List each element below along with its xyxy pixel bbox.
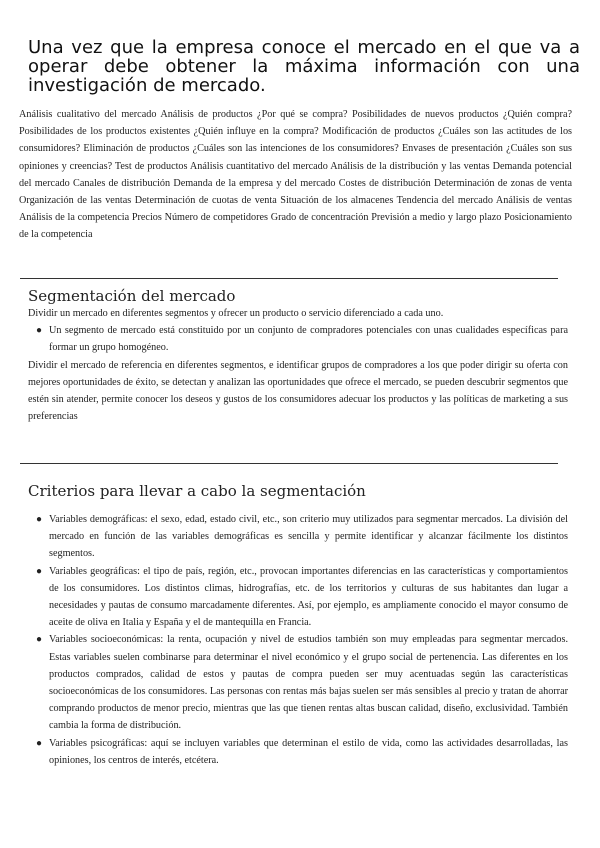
segmentation-section: [28, 305, 568, 425]
segmentation-heading: Segmentación del mercado: [28, 287, 236, 305]
bullet-icon: ●: [36, 737, 43, 749]
criteria-heading: Criterios para llevar a cabo la segmentación: [28, 482, 366, 500]
segmentation-body: Dividir el mercado de referencia en diferentes segmentos, e identificar grupos de compradores a los que poder dirigir su oferta con mejores oportunidades de éxito, se detectan y analizan las oportunidades que ofrece el mercado, se pueden descubrir segmentos que estén sin atender, permite conocer los deseos y gustos de los consumidores adecuar los productos y las políticas de marketing a sus preferencias: [28, 359, 568, 423]
list-item: [28, 322, 568, 356]
segmentation-bullet-text: Un segmento de mercado está constituido por un conjunto de compradores potenciales con unas cualidades específicas para formar un grupo homogéneo.: [49, 325, 568, 354]
bullet-icon: ●: [36, 514, 43, 525]
section-divider-2: [20, 463, 558, 464]
segmentation-intro: Dividir un mercado en diferentes segmentos y ofrecer un producto o servicio diferenciado a cada uno.: [28, 308, 444, 319]
list-item: [28, 511, 568, 563]
bullet-icon: ●: [36, 634, 43, 646]
bullet-icon: ●: [36, 565, 43, 577]
list-item: [28, 735, 568, 769]
list-item: [28, 563, 568, 632]
criteria-item-geograficas: Variables geográficas: el tipo de país, región, etc., provocan importantes diferencias en las características y comportamientos de los consumidores. Los distintos climas, hidrografías, etc. de los territorios y culturas de sus habitantes dan lugar a necesidades y pautas de consumo marcadamente diferentes. Así, por ejemplo, es ampliamente conocido el mayor consumo de aceite de oliva en Italia y España y el de mantequilla en Francia.: [49, 565, 568, 629]
criteria-section: [28, 511, 568, 769]
list-item: [28, 631, 568, 734]
bullet-icon: ●: [36, 325, 43, 337]
criteria-list: [28, 511, 568, 769]
market-analysis-terms: Análisis cualitativo del mercado Análisis de productos ¿Por qué se compra? Posibilidades de nuevos productos ¿Quién compra? Posibilidades de los productos existentes ¿Quién influye en la compra? Modificación de productos ¿Cuáles son las actitudes de los consumidores? Eliminación de productos ¿Cuáles son las intenciones de los consumidores? Envases de presentación ¿Cuáles son sus opiniones y creencias? Test de productos Análisis cuantitativo del mercado Análisis de la distribución y las ventas Demanda potencial del mercado Canales de distribución Demanda de la empresa y del mercado Costes de distribución Determinación de zonas de venta Organización de las ventas Determinación de cuotas de venta Situación de los almacenes Tendencia del mercado Análisis de ventas Análisis de la competencia Precios Número de competidores Grado de concentración Previsión a medio y largo plazo Posicionamiento de la competencia: [19, 109, 572, 241]
criteria-item-psicograficas: Variables psicográficas: aquí se incluyen variables que determinan el estilo de vida, como las actividades desarrolladas, las opiniones, los centros de interés, etcétera.: [49, 737, 568, 766]
criteria-item-socioeconomicas: Variables socioeconómicas: la renta, ocupación y nivel de estudios también son muy empleadas para segmentar mercados. Estas variables suelen combinarse para determinar el nivel económico y el grupo social de pertenencia. Las diferentes en los productos comprados, calidad de estos y pautas de compra pueden ser muy acentuadas según las características socioeconómicas de los consumidores. Las personas con rentas más bajas suelen ser más sensibles al precio y tratan de ahorrar comprando productos de menor precio, mientras que las que tienen rentas altas buscan calidad, diseño, exclusividad. También cambia la forma de distribución.: [49, 634, 568, 732]
section-divider-1: [20, 278, 558, 279]
criteria-item-demograficas: Variables demográficas: el sexo, edad, estado civil, etc., son criterio muy utilizados para segmentar mercados. La división del mercado en función de las variables demográficas es sencilla y permite identificar y alcanzar fácilmente los distintos segmentos.: [49, 514, 568, 560]
segmentation-bullet-list: [28, 322, 568, 356]
intro-lead-paragraph: Una vez que la empresa conoce el mercado en el que va a operar debe obtener la máxima información con una investigación de mercado.: [28, 37, 580, 96]
